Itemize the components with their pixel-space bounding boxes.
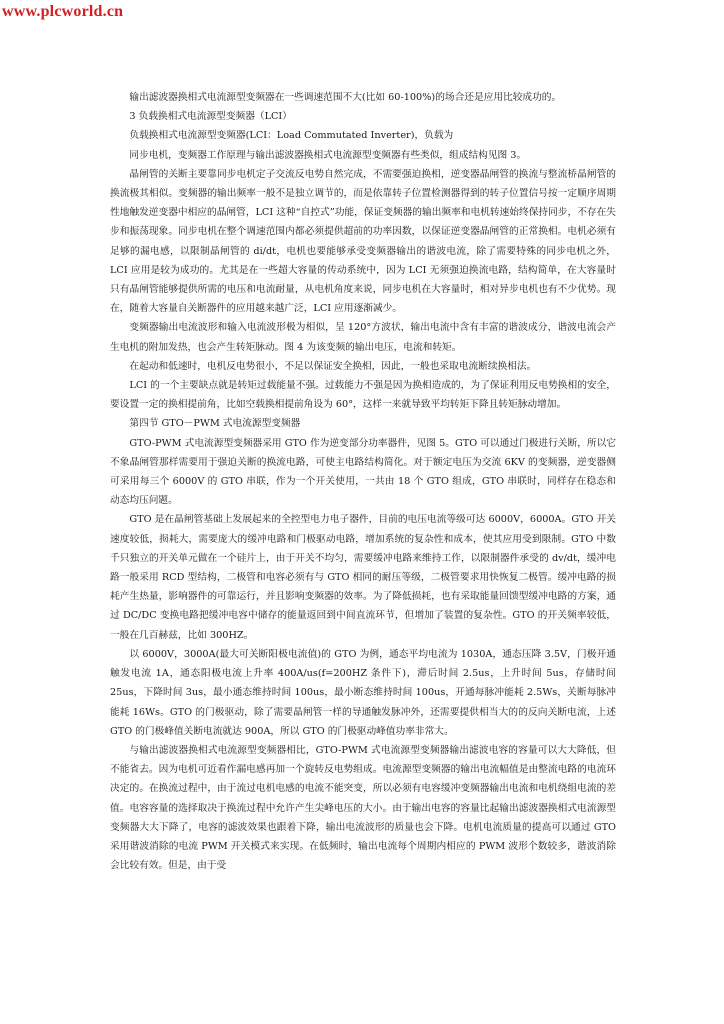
paragraph: 以 6000V，3000A(最大可关断阳极电流值)的 GTO 为例，通态平均电流为 1030A，通态压降 3.5V，门极开通触发电流 1A，通态阳极电流上升率 400A/us(f=200HZ 条件下)，滞后时间 2.5us，上升时间 5us，存储时间 25us，下降时间 3us，最小通态维持时间 100us，最小断态维持时间 100us，开通每脉冲能耗 2.5Ws，关断每脉冲能耗 16Ws。GTO 的门极驱动，除了需要晶闸管一样的导通触发脉冲外，还需要提供相当大的的反向关断电流，上述 GTO 的门极峰值关断电流就达 900A，所以 GTO 的门极驱动峰值功率非常大。 (110, 648, 616, 737)
paragraph: 晶闸管的关断主要靠同步电机定子交流反电势自然完成，不需要强迫换相，逆变器晶闸管的换流与整流桥晶闸管的换流极其相似。变频器的输出频率一般不是独立调节的，而是依靠转子位置检测器得到的转子位置信号按一定顺序周期性地触发逆变器中相应的晶闸管，LCI 这种“自控式”功能，保证变频器的输出频率和电机转速始终保持同步，不存在失步和振荡现象。同步电机在整个调速范围内都必须提供超前的功率因数，以保证逆变器晶闸管的正常换相。电机必须有足够的漏电感，以限制晶闸管的 di/dt，电机也要能够承受变频器输出的谐波电流，除了需要特殊的同步电机之外，LCI 应用是较为成功的。尤其是在一些超大容量的传动系统中，因为 LCI 无须强迫换流电路，结构简单，在大容量时只有晶闸管能够提供所需的电压和电流耐量，从电机角度来说，同步电机在大容量时，相对异步电机也有不少优势。现在，随着大容量自关断器件的应用越来越广泛，LCI 应用逐渐减少。 (110, 168, 616, 315)
site-watermark: www.plcworld.cn (2, 3, 124, 20)
paragraph: 与输出滤波器换相式电流源型变频器相比，GTO-PWM 式电流源型变频器输出滤波电容的容量可以大大降低，但不能省去。因为电机可近看作漏电感再加一个旋转反电势组成。电流源型变频器的输出电流幅值是由整流电路的电流环决定的。在换流过程中，由于流过电机电感的电流不能突变，所以必须有电容缓冲变频器输出电流和电机绕组电流的差值。电容容量的选择取决于换流过程中允许产生尖峰电压的大小。由于输出电容的容量比起输出滤波器换相式电流源型变频器大大下降了，电容的滤波效果也跟着下降，输出电流波形的质量也会下降。电机电流质量的提高可以通过 GTO 采用谐波消除的电流 PWM 开关模式来实现。在低频时，输出电流每个周期内相应的 PWM 波形个数较多，谐波消除会比较有效。但是，由于受 (110, 744, 616, 872)
section-heading-gto-pwm: 第四节 GTO－PWM 式电流源型变频器 (129, 418, 301, 430)
paragraph: 负载换相式电流源型变频器(LCI：Load Commutated Inverter)，负载为 (129, 130, 454, 142)
article-body (110, 88, 616, 875)
paragraph: GTO-PWM 式电流源型变频器采用 GTO 作为逆变部分功率器件，见图 5。GTO 可以通过门极进行关断，所以它不象晶闸管那样需要用于强迫关断的换流电路，可使主电路结构简化。对于额定电压为交流 6KV 的变频器，逆变器侧可采用每三个 6000V 的 GTO 串联，作为一个开关使用，一共由 18 个 GTO 组成，GTO 串联时，同样存在稳态和动态均压问题。 (110, 437, 616, 507)
paragraph: 变频器输出电流波形和输入电流波形极为相似，呈 120°方波状，输出电流中含有丰富的谐波成分，谐波电流会产生电机的附加发热，也会产生转矩脉动。图 4 为该变频的输出电压，电流和转矩。 (110, 322, 616, 353)
paragraph: 在起动和低速时，电机反电势很小，不足以保证安全换相，因此，一般也采取电流断续换相法。 (129, 360, 537, 372)
paragraph: LCI 的一个主要缺点就是转矩过载能量不强。过载能力不强是因为换相造成的，为了保证利用反电势换相的安全，要设置一定的换相提前角，比如空载换相提前角设为 60°，这样一来就导致平均转矩下降且转矩脉动增加。 (110, 380, 616, 411)
paragraph: GTO 是在晶闸管基础上发展起来的全控型电力电子器件，目前的电压电流等级可达 6000V，6000A。GTO 开关速度较低，损耗大，需要庞大的缓冲电路和门极驱动电路，增加系统的复杂性和成本，使其应用受到限制。GTO 中数千只独立的开关单元做在一个硅片上，由于开关不均匀，需要缓冲电路来维持工作，以限制器件承受的 dv/dt，缓冲电路一般采用 RCD 型结构，二极管和电容必须有与 GTO 相同的耐压等级，二极管要求用快恢复二极管。缓冲电路的损耗产生热量，影响器件的可靠运行，并且影响变频器的效率。为了降低损耗，也有采取能量回馈型缓冲电路的方案，通过 DC/DC 变换电路把缓冲电容中储存的能量返回到中间直流环节，但增加了装置的复杂性。GTO 的开关频率较低，一般在几百赫兹，比如 300HZ。 (110, 514, 616, 641)
section-heading-lci: 3 负载换相式电流源型变频器（LCI） (129, 111, 292, 123)
paragraph: 同步电机，变频器工作原理与输出滤波器换相式电流源型变频器有些类似，组成结构见图 3。 (129, 149, 527, 161)
paragraph: 输出滤波器换相式电流源型变频器在一些调速范围不大(比如 60-100%)的场合还是应用比较成功的。 (129, 92, 562, 103)
